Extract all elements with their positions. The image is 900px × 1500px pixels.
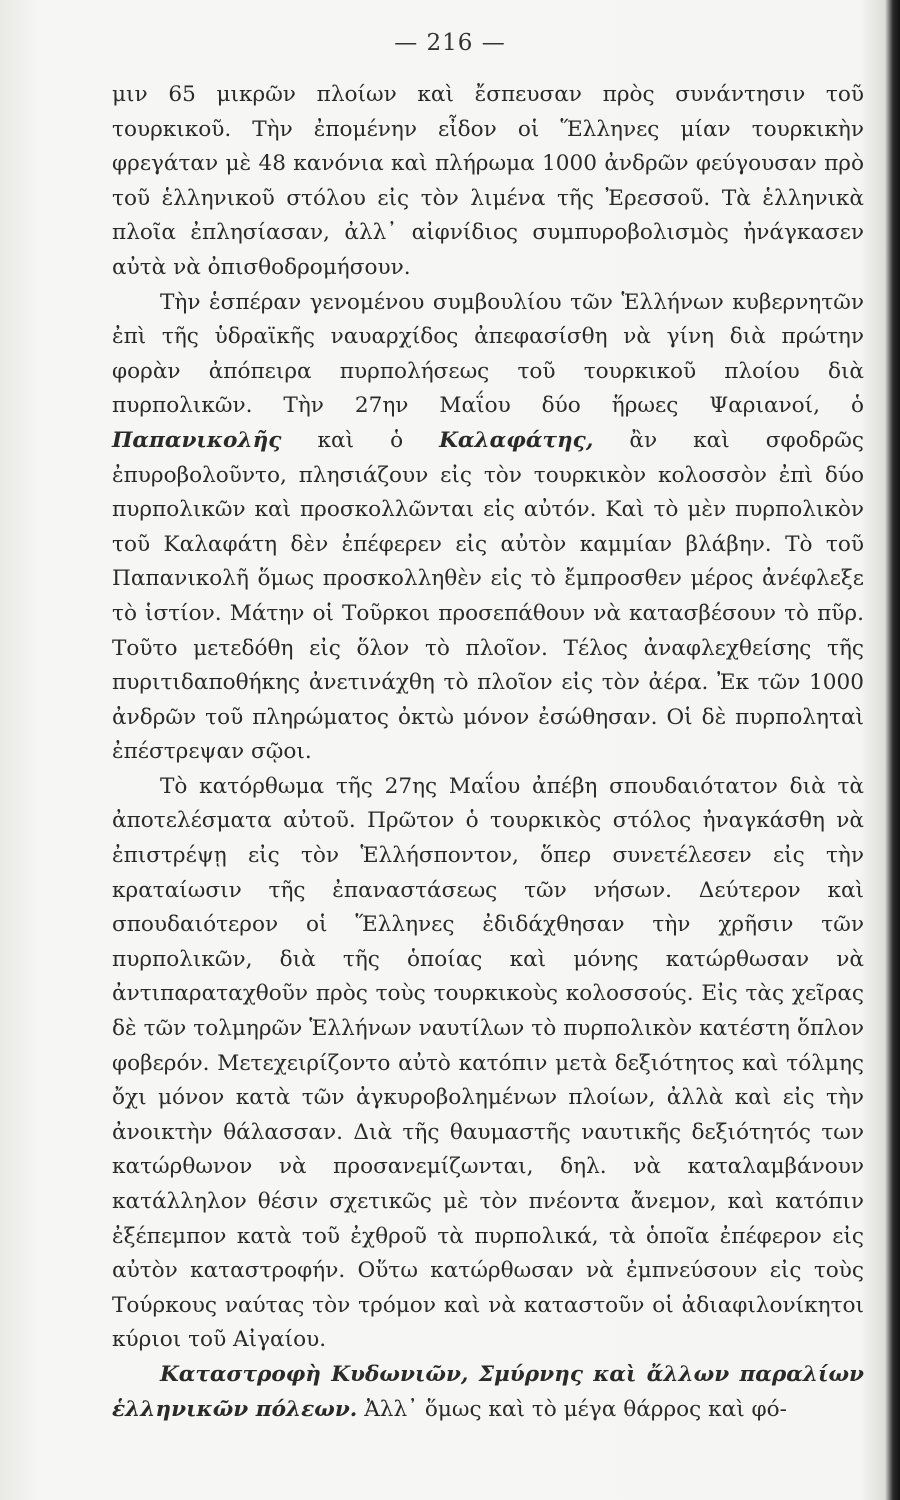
paragraph-text: Τὴν ἑσπέραν γενομένου συμβουλίου τῶν Ἑλλήνων κυβερνητῶν ἐπὶ τῆς ὑδραϊκῆς ναυαρχίδος ἀπεφασίσθη νὰ γίνη διὰ πρώτην φορὰν ἀπόπειρα πυρπολήσεως τοῦ τουρκικοῦ πλοίου διὰ πυρπολικῶν. Τὴν 27ην Μαΐου δύο ἥρωες Ψαριανοί, ὁ xyxy=(112,289,864,419)
name-papanikolis: Παπανικολῆς xyxy=(112,427,282,453)
paragraph-2 xyxy=(112,286,864,770)
page-number: — 216 — xyxy=(394,30,506,56)
paragraph-text: Ἀλλ᾽ ὅμως καὶ τὸ μέγα θάρρος καὶ φό- xyxy=(357,1396,787,1422)
body-text xyxy=(112,78,864,1427)
paragraph-4 xyxy=(112,1358,864,1427)
paragraph-1 xyxy=(112,78,864,286)
paragraph-3 xyxy=(112,770,864,1358)
section-heading: Καταστροφὴ Κυδωνιῶν, Σμύρνης καὶ ἄλλων παραλίων ἑλληνικῶν πόλεων. xyxy=(112,1361,864,1422)
paragraph-text: Τὸ κατόρθωμα τῆς 27ης Μαΐου ἀπέβη σπουδαιότατον διὰ τὰ ἀποτελέσματα αὐτοῦ. Πρῶτον ὁ τουρκικὸς στόλος ἠναγκάσθη νὰ ἐπιστρέψῃ εἰς τὸν Ἑλλήσποντον, ὅπερ συνετέλεσεν εἰς τὴν κραταίωσιν τῆς ἐπαναστάσεως τῶν νήσων. Δεύτερον καὶ σπουδαιότερον οἱ Ἕλληνες ἐδιδάχθησαν τὴν χρῆσιν τῶν πυρπολικῶν, διὰ τῆς ὁποίας καὶ μόνης κατώρθωσαν νὰ ἀντιπαραταχθοῦν πρὸς τοὺς τουρκικοὺς κολοσσούς. Εἰς τὰς χεῖρας δὲ τῶν τολμηρῶν Ἑλλήνων ναυτίλων τὸ πυρπολικὸν κατέστη ὅπλον φοβερόν. Μετεχειρίζοντο αὐτὸ κατόπιν μετὰ δεξιότητος καὶ τόλμης ὄχι μόνον κατὰ τῶν ἀγκυροβολημένων πλοίων, ἀλλὰ καὶ εἰς τὴν ἀνοικτὴν θάλασσαν. Διὰ τῆς θαυμαστῆς ναυτικῆς δεξιότητός των κατώρθωνον νὰ προσανεμίζωνται, δηλ. νὰ καταλαμβάνουν κατάλληλον θέσιν σχετικῶς μὲ τὸν πνέοντα ἄνεμον, καὶ κατόπιν ἐξέπεμπον κατὰ τοῦ ἐχθροῦ τὰ πυρπολικά, τὰ ὁποῖα ἐπέφερον εἰς αὐτὸν καταστροφήν. Οὕτω κατώρθωσαν νὰ ἐμπνεύσουν εἰς τοὺς Τούρκους ναύτας τὸν τρόμον καὶ νὰ καταστοῦν οἱ ἀδιαφιλονίκητοι κύριοι τοῦ Αἰγαίου. xyxy=(112,773,864,1353)
paragraph-text: καὶ ὁ xyxy=(281,427,440,453)
paragraph-text: μιν 65 μικρῶν πλοίων καὶ ἔσπευσαν πρὸς συνάντησιν τοῦ τουρκικοῦ. Τὴν ἐπομένην εἶδον οἱ Ἕλληνες μίαν τουρκικὴν φρεγάταν μὲ 48 κανόνια καὶ πλήρωμα 1000 ἀνδρῶν φεύγουσαν πρὸ τοῦ ἑλληνικοῦ στόλου εἰς τὸν λιμένα τῆς Ἐρεσσοῦ. Τὰ ἑλληνικὰ πλοῖα ἐπλησίασαν, ἀλλ᾽ αἰφνίδιος συμπυροβολισμὸς ἠνάγκασεν αὐτὰ νὰ ὀπισθοδρομήσουν. xyxy=(112,82,864,280)
paragraph-text: ἂν καὶ σφοδρῶς ἐπυροβολοῦντο, πλησιάζουν εἰς τὸν τουρκικὸν κολοσσὸν ἐπὶ δύο πυρπολικῶν καὶ προσκολλῶνται εἰς αὐτόν. Καὶ τὸ μὲν πυρπολικὸν τοῦ Καλαφάτη δὲν ἐπέφερεν εἰς αὐτὸν καμμίαν βλάβην. Τὸ τοῦ Παπανικολῆ ὅμως προσκολληθὲν εἰς τὸ ἔμπροσθεν μέρος ἀνέφλεξε τὸ ἱστίον. Μάτην οἱ Τοῦρκοι προσεπάθουν νὰ κατασβέσουν τὸ πῦρ. Τοῦτο μετεδόθη εἰς ὅλον τὸ πλοῖον. Τέλος ἀναφλεχθείσης τῆς πυριτιδαποθήκης ἀνετινάχθη τὸ πλοῖον εἰς τὸν ἀέρα. Ἐκ τῶν 1000 ἀνδρῶν τοῦ πληρώματος ὀκτὼ μόνον ἐσώθησαν. Οἱ δὲ πυρποληταὶ ἐπέστρεψαν σῷοι. xyxy=(112,427,864,765)
name-kalafatis: Καλαφάτης, xyxy=(439,427,594,453)
